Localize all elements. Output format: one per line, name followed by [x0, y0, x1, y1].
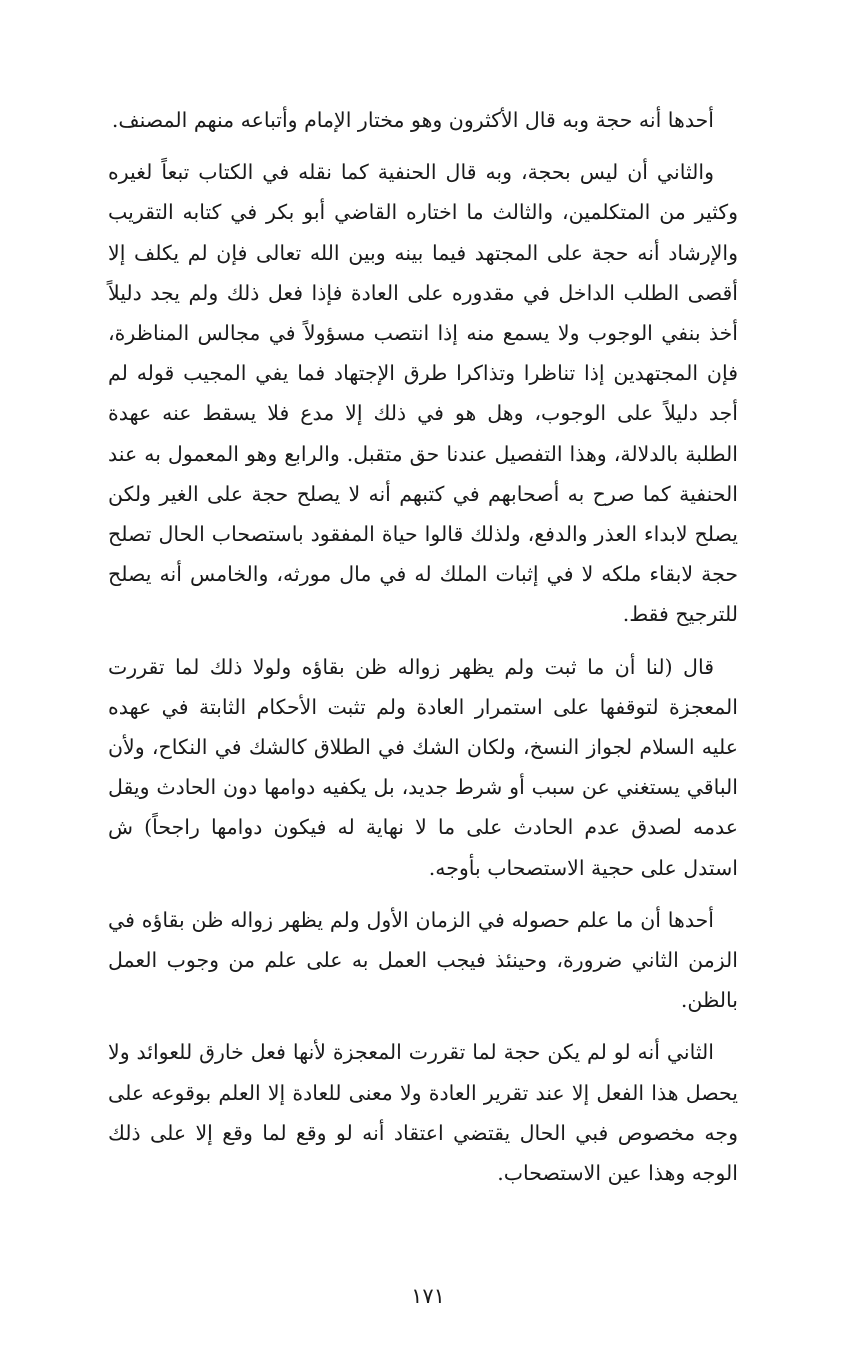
- paragraph-5: الثاني أنه لو لم يكن حجة لما تقررت المعجزة لأنها فعل خارق للعوائد ولا يحصل هذا الفعل إلا عند تقرير العادة ولا معنى للعادة إلا العلم بوقوعه على وجه مخصوص فبي الحال يقتضي اعتقاد أنه لو وقع لما وقع إلا على ذلك الوجه وهذا عين الاستصحاب.: [108, 1040, 738, 1186]
- page-number: ١٧١: [411, 1284, 445, 1308]
- paragraph-4: أحدها أن ما علم حصوله في الزمان الأول ولم يظهر زواله ظن بقاؤه في الزمن الثاني ضرورة، وحينئذ فيجب العمل به على علم من وجوب العمل بالظن.: [108, 907, 738, 1013]
- body-text: [108, 100, 738, 1205]
- paragraph-1: أحدها أنه حجة وبه قال الأكثرون وهو مختار الإمام وأتباعه منهم المصنف.: [111, 108, 714, 132]
- paragraph-2: والثاني أن ليس بحجة، وبه قال الحنفية كما نقله في الكتاب تبعاً لغيره وكثير من المتكلمين، والثالث ما اختاره القاضي أبو بكر في كتابه التقريب والإرشاد أنه حجة على المجتهد فيما بينه وبين الله تعالى فإن لم يكلف إلا أقصى الطلب الداخل في مقدوره على العادة فإذا فعل ذلك ولم يجد دليلاً أخذ بنفي الوجوب ولا يسمع منه إذا انتصب مسؤولاً في مجالس المناظرة، فإن المجتهدين إذا تناظرا وتذاكرا طرق الإجتهاد فما يفي المجيب قوله لم أجد دليلاً على الوجوب، وهل هو في ذلك إلا مدع فلا يسقط عنه عهدة الطلبة بالدلالة، وهذا التفصيل عندنا حق متقبل. والرابع وهو المعمول به عند الحنفية كما صرح به أصحابهم في كتبهم أنه لا يصلح حجة على الغير ولكن يصلح لابداء العذر والدفع، ولذلك قالوا حياة المفقود باستصحاب الحال تصلح حجة لابقاء ملكه لا في إثبات الملك له في مال مورثه، والخامس أنه يصلح للترجيح فقط.: [108, 160, 738, 627]
- paragraph-3: قال (لنا أن ما ثبت ولم يظهر زواله ظن بقاؤه ولولا ذلك لما تقررت المعجزة لتوقفها على استمرار العادة ولم تثبت الأحكام الثابتة في عهده عليه السلام لجواز النسخ، ولكان الشك في الطلاق كالشك في النكاح، ولأن الباقي يستغني عن سبب أو شرط جديد، بل يكفيه دوامها دون الحادث ويقل عدمه لصدق عدم الحادث على ما لا نهاية له فيكون دوامها راجحاً) ش استدل على حجية الاستصحاب بأوجه.: [108, 654, 738, 880]
